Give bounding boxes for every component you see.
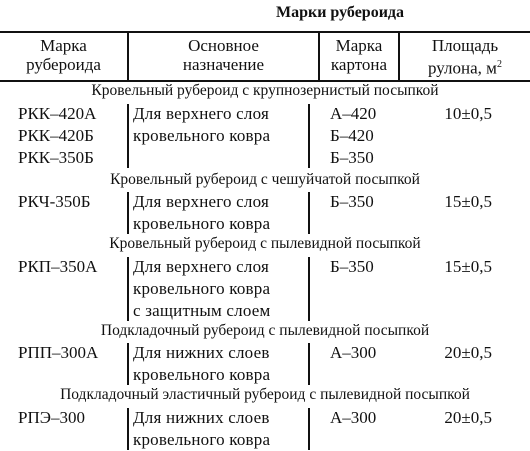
section-5-purpose-1: Для нижних слоев	[133, 408, 270, 427]
section-3-bar-right	[308, 257, 310, 321]
section-3-carton-1: Б–350	[330, 257, 374, 276]
header-area-line2	[400, 55, 530, 78]
section-5-bar-right	[308, 408, 310, 450]
section-1-purpose-1: Для верхнего слоя	[133, 104, 269, 123]
section-4-carton-1: А–300	[330, 343, 377, 362]
section-4-mark-1: РПП–300А	[18, 343, 99, 362]
section-2-purpose-2: кровельного ковра	[133, 214, 271, 233]
header-carton-line1: Марка	[335, 36, 383, 55]
section-1-bar-left	[127, 104, 129, 168]
table-title: Марки рубероида	[275, 4, 404, 21]
section-4-bar-left	[127, 343, 129, 385]
section-4-area: 20±0,5	[444, 343, 492, 362]
section-5-carton-1: А–300	[330, 408, 377, 427]
header-area-sup: 2	[496, 59, 502, 70]
header-area-line1: Площадь	[431, 36, 499, 55]
section-1-bar-right	[308, 104, 310, 168]
section-2-carton-1: Б–350	[330, 192, 374, 211]
section-4-bar-right	[308, 343, 310, 385]
section-3-mark-1: РКП–350А	[18, 257, 98, 276]
header-mark-line2: рубероида	[26, 55, 101, 74]
section-heading-1: Кровельный рубероид с крупнозернистый посыпкой	[91, 82, 439, 99]
section-1-carton-2: Б–420	[330, 126, 374, 145]
section-3-bar-left	[127, 257, 129, 321]
section-5-bar-left	[127, 408, 129, 450]
section-5-mark-1: РПЭ–300	[18, 408, 85, 427]
header-mark-line1: Марка	[40, 36, 87, 55]
section-1-mark-2: РКК–420Б	[18, 126, 94, 145]
section-2-purpose-1: Для верхнего слоя	[133, 192, 269, 211]
header-mark	[0, 36, 127, 74]
header-area	[400, 36, 530, 78]
section-5-area: 20±0,5	[444, 408, 492, 427]
section-4-purpose-2: кровельного ковра	[133, 365, 271, 384]
section-5-purpose-2: кровельного ковра	[133, 430, 271, 449]
section-3-purpose-3: с защитным слоем	[133, 301, 271, 320]
header-carton	[320, 36, 398, 74]
header-area-unit: рулона, м	[428, 58, 497, 78]
section-2-mark-1: РКЧ-350Б	[18, 192, 91, 211]
section-2-bar-right	[308, 192, 310, 234]
section-heading-2: Кровельный рубероид с чешуйчатой посыпкой	[110, 171, 420, 188]
section-2-bar-left	[127, 192, 129, 234]
section-1-area: 10±0,5	[444, 104, 492, 123]
header-carton-line2: картона	[330, 55, 388, 74]
section-heading-3: Кровельный рубероид с пылевидной посыпкой	[109, 235, 421, 252]
section-3-purpose-2: кровельного ковра	[133, 279, 271, 298]
section-1-mark-1: РКК–420А	[18, 104, 97, 123]
header-top-rule	[0, 31, 530, 33]
section-4-purpose-1: Для нижних слоев	[133, 343, 270, 362]
section-3-purpose-1: Для верхнего слоя	[133, 257, 269, 276]
section-3-area: 15±0,5	[444, 257, 492, 276]
section-2-area: 15±0,5	[444, 192, 492, 211]
section-heading-5: Подкладочный эластичный рубероид с пылевидной посыпкой	[60, 386, 470, 403]
section-heading-4: Подкладочный рубероид с пылевидной посыпкой	[100, 322, 430, 339]
section-1-carton-1: А–420	[330, 104, 377, 123]
section-1-mark-3: РКК–350Б	[18, 148, 94, 167]
section-1-carton-3: Б–350	[330, 148, 374, 167]
header-purpose-line2: назначение	[182, 55, 265, 74]
header-purpose-line1: Основное	[188, 36, 259, 55]
header-purpose	[129, 36, 318, 74]
section-1-purpose-2: кровельного ковра	[133, 126, 271, 145]
